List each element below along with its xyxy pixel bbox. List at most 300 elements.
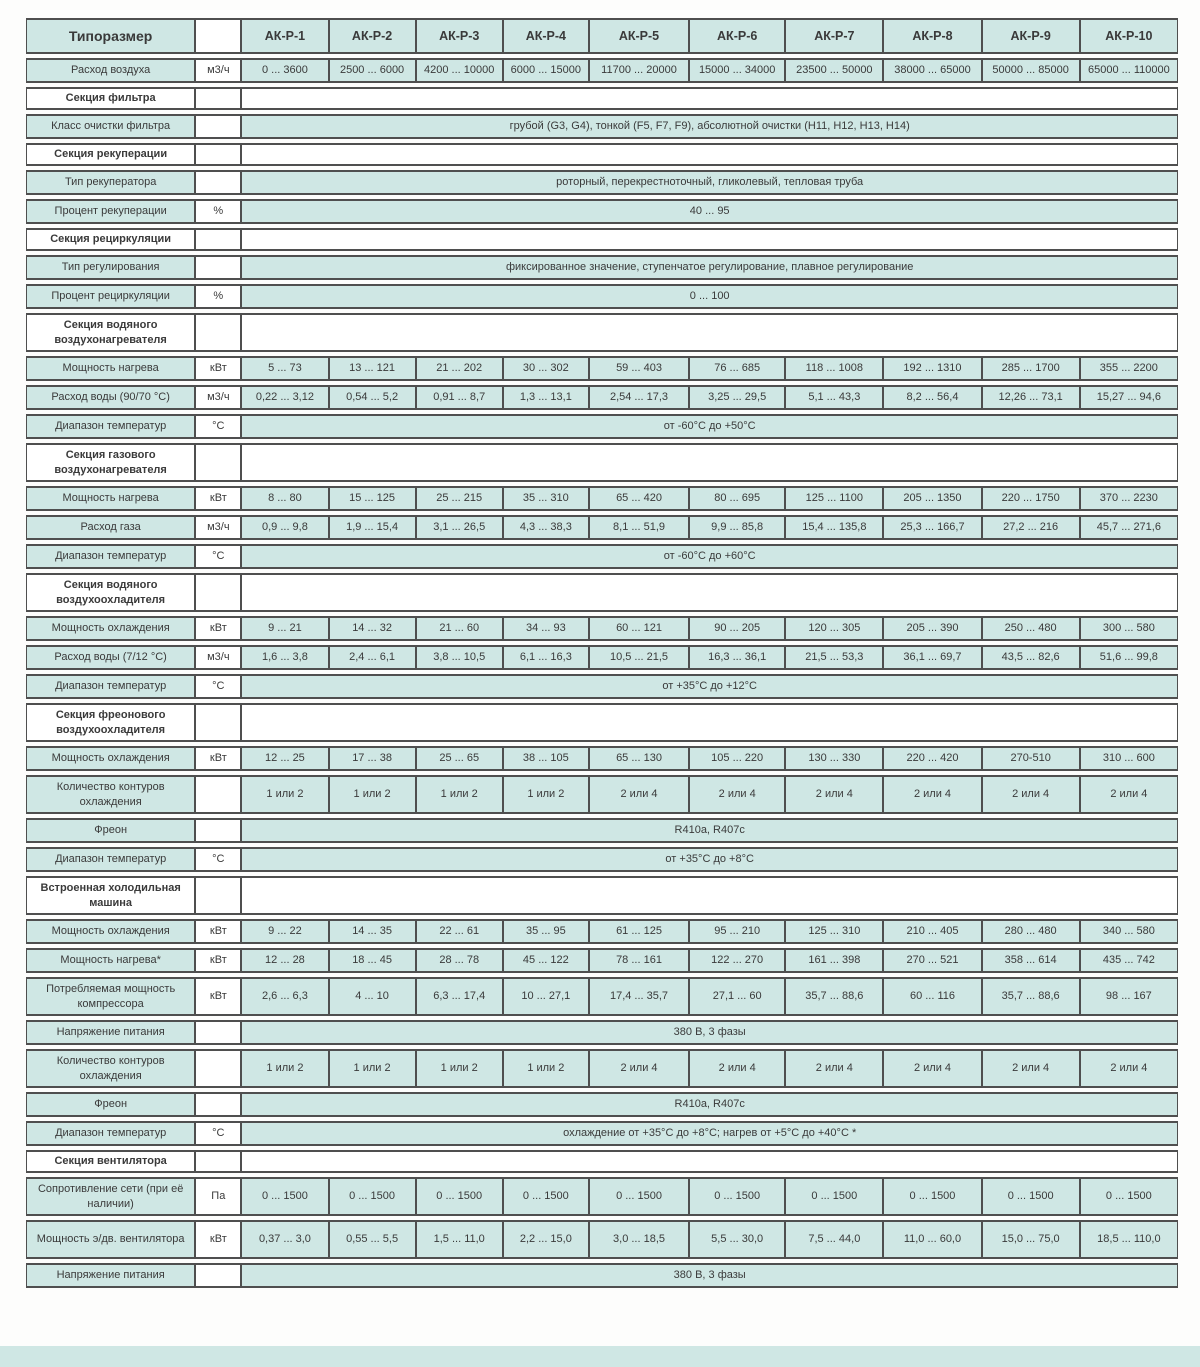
section-spacer: [241, 143, 1178, 166]
section-row: [26, 313, 1178, 352]
row-label: Диапазон температур: [26, 544, 195, 569]
value-cell: 51,6 ... 99,8: [1080, 645, 1178, 670]
row-unit: [195, 114, 241, 139]
value-cell: 1 или 2: [503, 1049, 589, 1088]
value-cell: 210 ... 405: [883, 919, 981, 944]
table-row: [26, 616, 1178, 641]
value-cell: 3,1 ... 26,5: [416, 515, 503, 540]
value-cell: 270 ... 521: [883, 948, 981, 973]
value-cell: 0 ... 1500: [689, 1177, 785, 1216]
value-cell: 205 ... 1350: [883, 486, 981, 511]
value-cell: 0,91 ... 8,7: [416, 385, 503, 410]
section-spacer: [241, 443, 1178, 482]
column-header: АК-Р-10: [1080, 18, 1178, 54]
table-row: [26, 1020, 1178, 1045]
value-cell: 21 ... 202: [416, 356, 503, 381]
section-label: Секция водяного воздухонагревателя: [26, 313, 195, 352]
row-unit: кВт: [195, 616, 241, 641]
unit-header-cell: [195, 18, 241, 54]
value-cell: 3,8 ... 10,5: [416, 645, 503, 670]
value-cell: 17 ... 38: [329, 746, 416, 771]
section-row: [26, 143, 1178, 166]
value-cell: 0 ... 1500: [785, 1177, 883, 1216]
table-row: [26, 284, 1178, 309]
value-cell: 205 ... 390: [883, 616, 981, 641]
row-label: Фреон: [26, 1092, 195, 1117]
value-cell: 30 ... 302: [503, 356, 589, 381]
row-label: Тип регулирования: [26, 255, 195, 280]
table-row: [26, 977, 1178, 1016]
row-label: Диапазон температур: [26, 847, 195, 872]
row-unit: Па: [195, 1177, 241, 1216]
row-unit: кВт: [195, 919, 241, 944]
row-label: Мощность э/дв. вентилятора: [26, 1220, 195, 1259]
value-cell: 2,54 ... 17,3: [589, 385, 689, 410]
table-corner-label: Типоразмер: [26, 18, 195, 54]
value-cell: 22 ... 61: [416, 919, 503, 944]
value-cell: 2 или 4: [1080, 775, 1178, 814]
value-cell: 2 или 4: [982, 1049, 1080, 1088]
row-unit: м3/ч: [195, 58, 241, 83]
row-label: Мощность охлаждения: [26, 616, 195, 641]
span-value: 380 В, 3 фазы: [241, 1263, 1178, 1288]
row-unit: [195, 255, 241, 280]
value-cell: 0,22 ... 3,12: [241, 385, 328, 410]
value-cell: 50000 ... 85000: [982, 58, 1080, 83]
value-cell: 2 или 4: [689, 775, 785, 814]
row-label: Напряжение питания: [26, 1020, 195, 1045]
value-cell: 12,26 ... 73,1: [982, 385, 1080, 410]
section-label: Секция фреонового воздухоохладителя: [26, 703, 195, 742]
row-unit: кВт: [195, 356, 241, 381]
table-row: [26, 58, 1178, 83]
row-label: Мощность охлаждения: [26, 919, 195, 944]
value-cell: 45 ... 122: [503, 948, 589, 973]
table-row: [26, 170, 1178, 195]
section-spacer: [241, 1150, 1178, 1173]
value-cell: 6,1 ... 16,3: [503, 645, 589, 670]
section-label: Секция рекуперации: [26, 143, 195, 166]
value-cell: 95 ... 210: [689, 919, 785, 944]
section-unit-cell: [195, 228, 241, 251]
value-cell: 0 ... 1500: [589, 1177, 689, 1216]
value-cell: 340 ... 580: [1080, 919, 1178, 944]
value-cell: 355 ... 2200: [1080, 356, 1178, 381]
value-cell: 2 или 4: [689, 1049, 785, 1088]
value-cell: 25 ... 215: [416, 486, 503, 511]
value-cell: 7,5 ... 44,0: [785, 1220, 883, 1259]
value-cell: 1 или 2: [241, 775, 328, 814]
row-unit: [195, 1092, 241, 1117]
section-unit-cell: [195, 143, 241, 166]
table-row: [26, 645, 1178, 670]
row-label: Потребляемая мощность компрессора: [26, 977, 195, 1016]
row-unit: м3/ч: [195, 385, 241, 410]
value-cell: 59 ... 403: [589, 356, 689, 381]
section-row: [26, 1150, 1178, 1173]
value-cell: 34 ... 93: [503, 616, 589, 641]
column-header: АК-Р-7: [785, 18, 883, 54]
value-cell: 2,4 ... 6,1: [329, 645, 416, 670]
value-cell: 118 ... 1008: [785, 356, 883, 381]
row-label: Мощность нагрева*: [26, 948, 195, 973]
span-value: R410a, R407c: [241, 818, 1178, 843]
row-label: Расход газа: [26, 515, 195, 540]
value-cell: 1 или 2: [416, 1049, 503, 1088]
row-label: Расход воздуха: [26, 58, 195, 83]
value-cell: 15,27 ... 94,6: [1080, 385, 1178, 410]
value-cell: 4 ... 10: [329, 977, 416, 1016]
row-unit: м3/ч: [195, 645, 241, 670]
value-cell: 125 ... 1100: [785, 486, 883, 511]
value-cell: 0 ... 1500: [241, 1177, 328, 1216]
table-row: [26, 775, 1178, 814]
row-unit: м3/ч: [195, 515, 241, 540]
row-label: Класс очистки фильтра: [26, 114, 195, 139]
value-cell: 2 или 4: [785, 775, 883, 814]
value-cell: 2 или 4: [785, 1049, 883, 1088]
value-cell: 122 ... 270: [689, 948, 785, 973]
table-row: [26, 1220, 1178, 1259]
column-header: АК-Р-1: [241, 18, 328, 54]
value-cell: 0,37 ... 3,0: [241, 1220, 328, 1259]
value-cell: 25,3 ... 166,7: [883, 515, 981, 540]
value-cell: 11700 ... 20000: [589, 58, 689, 83]
value-cell: 2 или 4: [883, 775, 981, 814]
value-cell: 0,9 ... 9,8: [241, 515, 328, 540]
value-cell: 0 ... 1500: [982, 1177, 1080, 1216]
table-row: [26, 1177, 1178, 1216]
value-cell: 27,1 ... 60: [689, 977, 785, 1016]
value-cell: 9 ... 22: [241, 919, 328, 944]
value-cell: 21,5 ... 53,3: [785, 645, 883, 670]
table-row: [26, 486, 1178, 511]
row-unit: кВт: [195, 1220, 241, 1259]
span-value: роторный, перекрестноточный, гликолевый, тепловая труба: [241, 170, 1178, 195]
value-cell: 8,2 ... 56,4: [883, 385, 981, 410]
value-cell: 220 ... 1750: [982, 486, 1080, 511]
value-cell: 358 ... 614: [982, 948, 1080, 973]
row-label: Количество контуров охлаждения: [26, 1049, 195, 1088]
column-header: АК-Р-6: [689, 18, 785, 54]
value-cell: 15 ... 125: [329, 486, 416, 511]
value-cell: 161 ... 398: [785, 948, 883, 973]
table-row: [26, 199, 1178, 224]
row-unit: [195, 818, 241, 843]
span-value: охлаждение от +35°С до +8°С; нагрев от +5°С до +40°С *: [241, 1121, 1178, 1146]
value-cell: 9 ... 21: [241, 616, 328, 641]
value-cell: 1,5 ... 11,0: [416, 1220, 503, 1259]
value-cell: 120 ... 305: [785, 616, 883, 641]
row-unit: °С: [195, 544, 241, 569]
section-label: Секция вентилятора: [26, 1150, 195, 1173]
value-cell: 310 ... 600: [1080, 746, 1178, 771]
table-row: [26, 847, 1178, 872]
table-row: [26, 544, 1178, 569]
column-header: АК-Р-9: [982, 18, 1080, 54]
row-label: Диапазон температур: [26, 674, 195, 699]
value-cell: 5,5 ... 30,0: [689, 1220, 785, 1259]
section-spacer: [241, 228, 1178, 251]
value-cell: 0 ... 1500: [329, 1177, 416, 1216]
section-row: [26, 876, 1178, 915]
section-label: Секция рециркуляции: [26, 228, 195, 251]
row-unit: °С: [195, 414, 241, 439]
value-cell: 2,2 ... 15,0: [503, 1220, 589, 1259]
value-cell: 270-510: [982, 746, 1080, 771]
value-cell: 220 ... 420: [883, 746, 981, 771]
value-cell: 27,2 ... 216: [982, 515, 1080, 540]
span-value: 40 ... 95: [241, 199, 1178, 224]
value-cell: 14 ... 32: [329, 616, 416, 641]
value-cell: 0,54 ... 5,2: [329, 385, 416, 410]
value-cell: 21 ... 60: [416, 616, 503, 641]
row-unit: [195, 775, 241, 814]
row-label: Мощность охлаждения: [26, 746, 195, 771]
row-label: Процент рекуперации: [26, 199, 195, 224]
row-label: Диапазон температур: [26, 414, 195, 439]
span-value: от +35°С до +8°С: [241, 847, 1178, 872]
table-row: [26, 1121, 1178, 1146]
section-spacer: [241, 703, 1178, 742]
value-cell: 6,3 ... 17,4: [416, 977, 503, 1016]
value-cell: 0 ... 1500: [1080, 1177, 1178, 1216]
value-cell: 35 ... 310: [503, 486, 589, 511]
value-cell: 45,7 ... 271,6: [1080, 515, 1178, 540]
value-cell: 1 или 2: [416, 775, 503, 814]
section-row: [26, 87, 1178, 110]
value-cell: 12 ... 28: [241, 948, 328, 973]
value-cell: 80 ... 695: [689, 486, 785, 511]
column-header: АК-Р-3: [416, 18, 503, 54]
section-unit-cell: [195, 573, 241, 612]
span-value: R410a, R407c: [241, 1092, 1178, 1117]
value-cell: 15000 ... 34000: [689, 58, 785, 83]
value-cell: 4200 ... 10000: [416, 58, 503, 83]
value-cell: 61 ... 125: [589, 919, 689, 944]
span-value: 0 ... 100: [241, 284, 1178, 309]
value-cell: 1,6 ... 3,8: [241, 645, 328, 670]
row-label: Фреон: [26, 818, 195, 843]
column-header: АК-Р-5: [589, 18, 689, 54]
value-cell: 2 или 4: [1080, 1049, 1178, 1088]
row-label: Диапазон температур: [26, 1121, 195, 1146]
row-unit: [195, 170, 241, 195]
value-cell: 1,3 ... 13,1: [503, 385, 589, 410]
column-header: АК-Р-8: [883, 18, 981, 54]
section-unit-cell: [195, 313, 241, 352]
value-cell: 98 ... 167: [1080, 977, 1178, 1016]
section-spacer: [241, 87, 1178, 110]
value-cell: 18 ... 45: [329, 948, 416, 973]
value-cell: 3,0 ... 18,5: [589, 1220, 689, 1259]
value-cell: 285 ... 1700: [982, 356, 1080, 381]
row-label: Тип рекуператора: [26, 170, 195, 195]
value-cell: 65000 ... 110000: [1080, 58, 1178, 83]
value-cell: 0 ... 1500: [416, 1177, 503, 1216]
table-row: [26, 385, 1178, 410]
table-row: [26, 818, 1178, 843]
section-unit-cell: [195, 703, 241, 742]
header-row: [26, 18, 1178, 54]
table-row: [26, 114, 1178, 139]
row-unit: кВт: [195, 977, 241, 1016]
section-label: Секция водяного воздухоохладителя: [26, 573, 195, 612]
section-spacer: [241, 876, 1178, 915]
section-unit-cell: [195, 876, 241, 915]
value-cell: 0,55 ... 5,5: [329, 1220, 416, 1259]
row-label: Сопротивление сети (при её наличии): [26, 1177, 195, 1216]
value-cell: 2,6 ... 6,3: [241, 977, 328, 1016]
value-cell: 3,25 ... 29,5: [689, 385, 785, 410]
section-spacer: [241, 313, 1178, 352]
value-cell: 125 ... 310: [785, 919, 883, 944]
value-cell: 76 ... 685: [689, 356, 785, 381]
section-row: [26, 573, 1178, 612]
table-row: [26, 948, 1178, 973]
value-cell: 65 ... 130: [589, 746, 689, 771]
table-row: [26, 919, 1178, 944]
column-header: АК-Р-2: [329, 18, 416, 54]
row-unit: кВт: [195, 746, 241, 771]
value-cell: 1 или 2: [241, 1049, 328, 1088]
value-cell: 2500 ... 6000: [329, 58, 416, 83]
value-cell: 4,3 ... 38,3: [503, 515, 589, 540]
row-unit: %: [195, 199, 241, 224]
section-unit-cell: [195, 443, 241, 482]
value-cell: 8 ... 80: [241, 486, 328, 511]
value-cell: 2 или 4: [589, 775, 689, 814]
value-cell: 6000 ... 15000: [503, 58, 589, 83]
value-cell: 78 ... 161: [589, 948, 689, 973]
section-row: [26, 228, 1178, 251]
value-cell: 435 ... 742: [1080, 948, 1178, 973]
value-cell: 5,1 ... 43,3: [785, 385, 883, 410]
value-cell: 60 ... 121: [589, 616, 689, 641]
value-cell: 105 ... 220: [689, 746, 785, 771]
row-unit: кВт: [195, 948, 241, 973]
span-value: 380 В, 3 фазы: [241, 1020, 1178, 1045]
table-row: [26, 356, 1178, 381]
value-cell: 280 ... 480: [982, 919, 1080, 944]
value-cell: 0 ... 1500: [503, 1177, 589, 1216]
table-row: [26, 515, 1178, 540]
value-cell: 36,1 ... 69,7: [883, 645, 981, 670]
row-label: Расход воды (90/70 °С): [26, 385, 195, 410]
value-cell: 25 ... 65: [416, 746, 503, 771]
value-cell: 2 или 4: [982, 775, 1080, 814]
section-label: Секция газового воздухонагревателя: [26, 443, 195, 482]
row-unit: кВт: [195, 486, 241, 511]
value-cell: 192 ... 1310: [883, 356, 981, 381]
table-row: [26, 1049, 1178, 1088]
value-cell: 370 ... 2230: [1080, 486, 1178, 511]
value-cell: 15,4 ... 135,8: [785, 515, 883, 540]
value-cell: 17,4 ... 35,7: [589, 977, 689, 1016]
section-label: Встроенная холодильная машина: [26, 876, 195, 915]
value-cell: 35 ... 95: [503, 919, 589, 944]
section-label: Секция фильтра: [26, 87, 195, 110]
table-row: [26, 1263, 1178, 1288]
span-value: от -60°С до +50°С: [241, 414, 1178, 439]
value-cell: 130 ... 330: [785, 746, 883, 771]
span-value: фиксированное значение, ступенчатое регулирование, плавное регулирование: [241, 255, 1178, 280]
value-cell: 10,5 ... 21,5: [589, 645, 689, 670]
column-header: АК-Р-4: [503, 18, 589, 54]
value-cell: 43,5 ... 82,6: [982, 645, 1080, 670]
row-unit: [195, 1020, 241, 1045]
value-cell: 5 ... 73: [241, 356, 328, 381]
table-row: [26, 1092, 1178, 1117]
section-unit-cell: [195, 87, 241, 110]
value-cell: 9,9 ... 85,8: [689, 515, 785, 540]
value-cell: 65 ... 420: [589, 486, 689, 511]
value-cell: 12 ... 25: [241, 746, 328, 771]
value-cell: 38 ... 105: [503, 746, 589, 771]
value-cell: 2 или 4: [589, 1049, 689, 1088]
value-cell: 11,0 ... 60,0: [883, 1220, 981, 1259]
value-cell: 1 или 2: [329, 775, 416, 814]
footer-accent-bar: [0, 1346, 1200, 1367]
row-label: Мощность нагрева: [26, 356, 195, 381]
value-cell: 28 ... 78: [416, 948, 503, 973]
section-spacer: [241, 573, 1178, 612]
section-unit-cell: [195, 1150, 241, 1173]
row-unit: °С: [195, 1121, 241, 1146]
value-cell: 60 ... 116: [883, 977, 981, 1016]
value-cell: 35,7 ... 88,6: [982, 977, 1080, 1016]
value-cell: 35,7 ... 88,6: [785, 977, 883, 1016]
row-label: Мощность нагрева: [26, 486, 195, 511]
row-unit: [195, 1049, 241, 1088]
value-cell: 10 ... 27,1: [503, 977, 589, 1016]
table-row: [26, 746, 1178, 771]
table-row: [26, 414, 1178, 439]
section-row: [26, 703, 1178, 742]
row-unit: %: [195, 284, 241, 309]
value-cell: 1,9 ... 15,4: [329, 515, 416, 540]
row-label: Расход воды (7/12 °С): [26, 645, 195, 670]
value-cell: 0 ... 3600: [241, 58, 328, 83]
value-cell: 23500 ... 50000: [785, 58, 883, 83]
value-cell: 250 ... 480: [982, 616, 1080, 641]
value-cell: 16,3 ... 36,1: [689, 645, 785, 670]
row-label: Напряжение питания: [26, 1263, 195, 1288]
value-cell: 15,0 ... 75,0: [982, 1220, 1080, 1259]
value-cell: 1 или 2: [329, 1049, 416, 1088]
span-value: от -60°С до +60°С: [241, 544, 1178, 569]
value-cell: 1 или 2: [503, 775, 589, 814]
table-row: [26, 674, 1178, 699]
row-unit: [195, 1263, 241, 1288]
row-unit: °С: [195, 847, 241, 872]
spec-table: [26, 14, 1178, 1292]
value-cell: 13 ... 121: [329, 356, 416, 381]
value-cell: 300 ... 580: [1080, 616, 1178, 641]
row-unit: °С: [195, 674, 241, 699]
value-cell: 38000 ... 65000: [883, 58, 981, 83]
value-cell: 18,5 ... 110,0: [1080, 1220, 1178, 1259]
value-cell: 8,1 ... 51,9: [589, 515, 689, 540]
span-value: грубой (G3, G4), тонкой (F5, F7, F9), абсолютной очистки (H11, H12, H13, H14): [241, 114, 1178, 139]
table-row: [26, 255, 1178, 280]
section-row: [26, 443, 1178, 482]
value-cell: 2 или 4: [883, 1049, 981, 1088]
value-cell: 0 ... 1500: [883, 1177, 981, 1216]
value-cell: 14 ... 35: [329, 919, 416, 944]
row-label: Процент рециркуляции: [26, 284, 195, 309]
value-cell: 90 ... 205: [689, 616, 785, 641]
